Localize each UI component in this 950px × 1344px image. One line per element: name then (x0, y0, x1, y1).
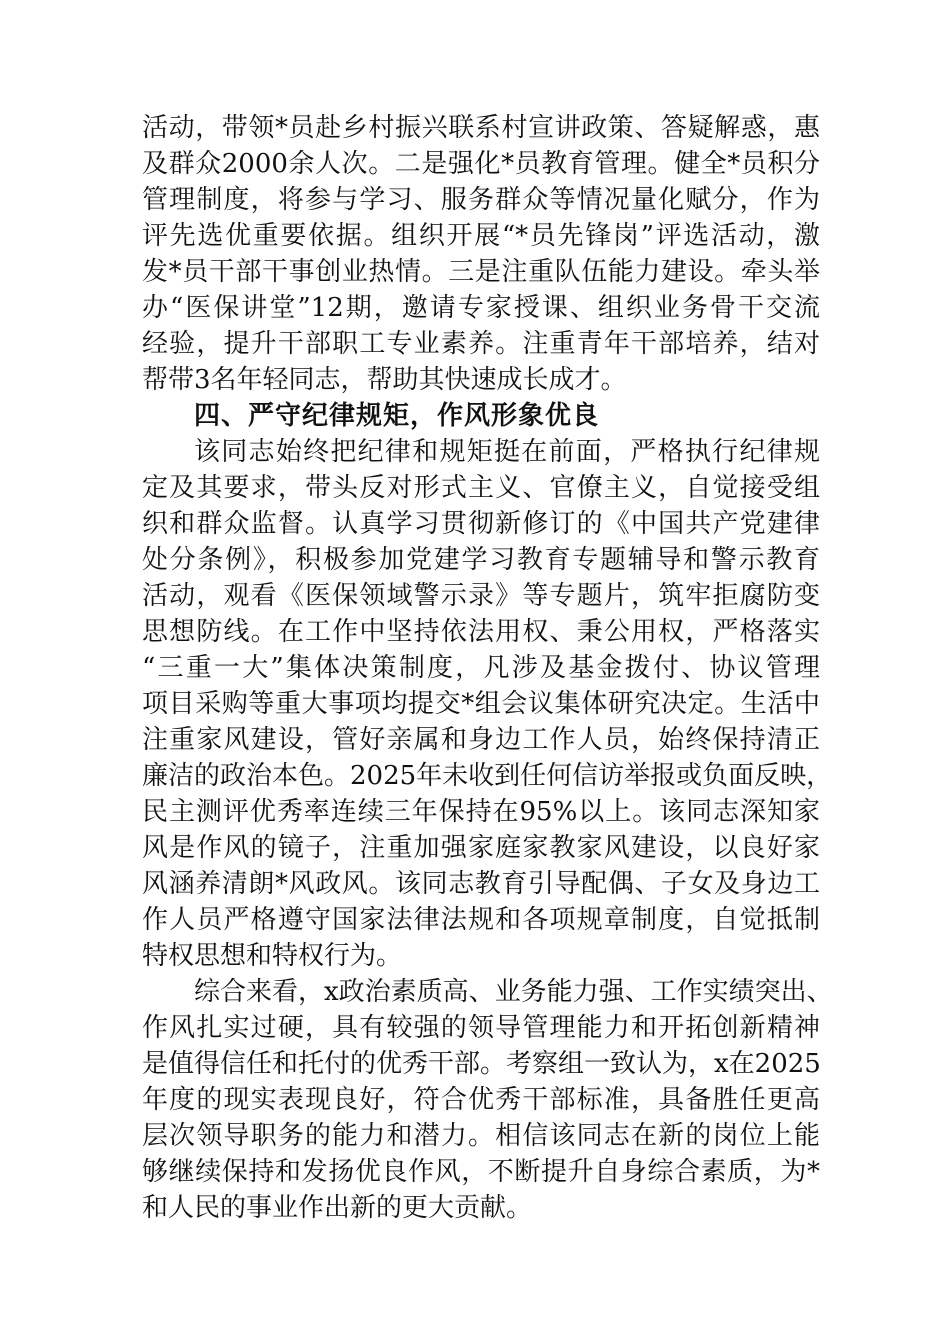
text-line: 定及其要求，带头反对形式主义、官僚主义，自觉接受组 (142, 473, 820, 503)
text-line: 廉洁的政治本色。2025年未收到任何信访举报或负面反映， (142, 761, 833, 791)
text-line: “三重一大”集体决策制度，凡涉及基金拨付、协议管理 (142, 653, 820, 683)
paragraph-discipline (142, 434, 833, 974)
text-line: 作人员严格遵守国家法律法规和各项规章制度，自觉抵制 (142, 905, 820, 935)
text-line: 该同志始终把纪律和规矩挺在前面，严格执行纪律规 (194, 437, 820, 467)
text-line: 风是作风的镜子，注重加强家庭家教家风建设，以良好家 (142, 833, 820, 863)
text-line: 和人民的事业作出新的更大贡献。 (142, 1193, 533, 1223)
paragraph-summary (142, 974, 833, 1226)
text-line: 及群众2000余人次。二是强化*员教育管理。健全*员积分 (142, 149, 820, 179)
text-line: 综合来看，x政治素质高、业务能力强、工作实绩突出、 (194, 977, 833, 1007)
text-line: 民主测评优秀率连续三年保持在95%以上。该同志深知家 (142, 797, 820, 827)
text-line: 层次领导职务的能力和潜力。相信该同志在新的岗位上能 (142, 1121, 820, 1151)
text-line: 项目采购等重大事项均提交*组会议集体研究决定。生活中 (142, 689, 820, 719)
text-line: 管理制度，将参与学习、服务群众等情况量化赋分，作为 (142, 185, 820, 215)
text-line: 风涵养清朗*风政风。该同志教育引导配偶、子女及身边工 (142, 869, 820, 899)
text-line: 处分条例》，积极参加党建学习教育专题辅导和警示教育 (142, 545, 820, 575)
text-line: 是值得信任和托付的优秀干部。考察组一致认为，x在2025 (142, 1049, 821, 1079)
paragraph-party-building (142, 110, 820, 398)
text-line: 发*员干部干事创业热情。三是注重队伍能力建设。牵头举 (142, 257, 820, 287)
document-page (142, 110, 833, 1226)
text-line: 够继续保持和发扬优良作风，不断提升自身综合素质，为* (142, 1157, 820, 1187)
section-heading: 四、严守纪律规矩，作风形象优良 (194, 401, 600, 431)
text-line: 经验，提升干部职工专业素养。注重青年干部培养，结对 (142, 329, 820, 359)
text-line: 活动，观看《医保领域警示录》等专题片，筑牢拒腐防变 (142, 581, 820, 611)
text-line: 活动，带领*员赴乡村振兴联系村宣讲政策、答疑解惑，惠 (142, 113, 820, 143)
text-line: 评先选优重要依据。组织开展“*员先锋岗”评选活动，激 (142, 221, 820, 251)
text-line: 帮带3名年轻同志，帮助其快速成长成才。 (142, 365, 627, 395)
text-line: 年度的现实表现良好，符合优秀干部标准，具备胜任更高 (142, 1085, 820, 1115)
text-line: 织和群众监督。认真学习贯彻新修订的《中国共产党建律 (142, 509, 820, 539)
text-line: 办“医保讲堂”12期，邀请专家授课、组织业务骨干交流 (142, 293, 820, 323)
text-line: 注重家风建设，管好亲属和身边工作人员，始终保持清正 (142, 725, 820, 755)
text-line: 思想防线。在工作中坚持依法用权、秉公用权，严格落实 (142, 617, 820, 647)
text-line: 作风扎实过硬，具有较强的领导管理能力和开拓创新精神 (142, 1013, 820, 1043)
text-line: 特权思想和特权行为。 (142, 941, 403, 971)
